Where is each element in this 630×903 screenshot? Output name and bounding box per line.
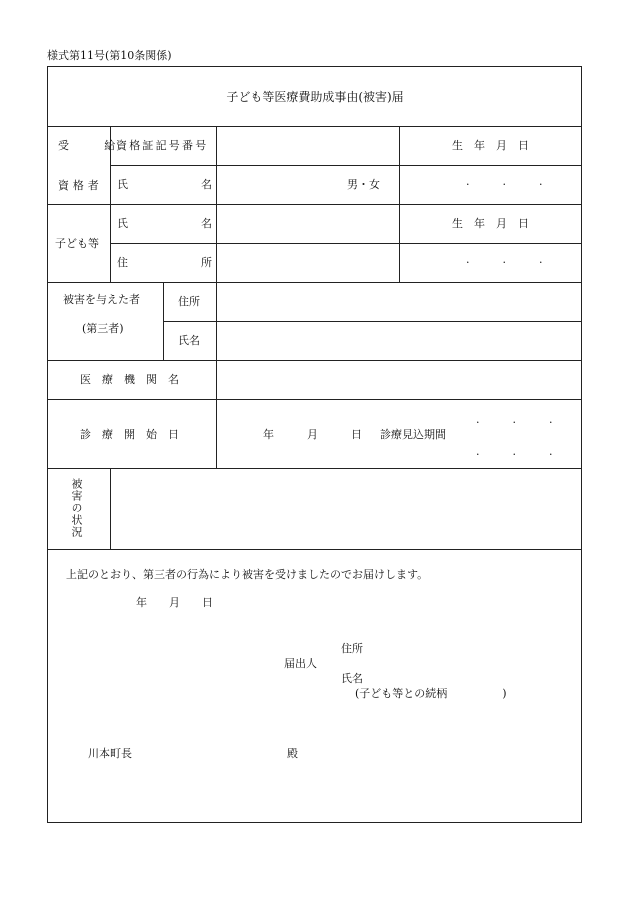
cert-number-label: 資格証記号番号 [116,139,209,152]
recipient-birth-value[interactable]: . . . [466,175,543,188]
institution-field[interactable] [217,361,581,398]
grid-line [47,549,582,550]
grid-line [47,399,582,400]
notifier-label: 届出人 [284,657,317,670]
child-label: 子ども等 [55,237,99,250]
cert-number-field[interactable] [217,127,398,164]
treatment-period-label: 診療見込期間 [380,428,446,441]
child-address-field[interactable] [217,244,398,281]
declaration-date[interactable]: 年 月 日 [136,596,213,609]
recipient-label-1: 受 給 [58,139,128,152]
child-birth-label: 生 年 月 日 [452,217,529,230]
third-party-name-field[interactable] [217,322,581,359]
child-birth-value[interactable]: . . . [466,253,543,266]
damage-field[interactable] [111,469,581,548]
relation-field[interactable]: (子ども等との続柄 ) [355,687,507,700]
honorific: 殿 [287,747,298,760]
recipient-birth-label: 生 年 月 日 [452,139,529,152]
recipient-label-2: 資格者 [58,179,103,192]
notifier-name-label: 氏名 [341,672,363,685]
third-party-label-1: 被害を与えた者 [63,293,140,306]
recipient-name-field[interactable] [217,166,337,203]
form-number: 様式第11号(第10条関係) [47,49,172,62]
grid-line [110,165,582,166]
child-address-label: 住 [117,256,128,269]
recipient-name-label-2: 名 [201,178,212,191]
child-name-label: 氏 [117,217,128,230]
treatment-start-label: 診 療 開 始 日 [80,428,179,441]
form-title: 子ども等医療費助成事由(被害)届 [226,90,404,104]
damage-label: 被害の状況 [70,478,83,538]
third-party-address-label: 住所 [178,295,200,308]
child-name-label-2: 名 [201,217,212,230]
addressee: 川本町長 [88,747,132,760]
grid-line [399,126,400,282]
recipient-sex[interactable]: 男・女 [347,178,380,191]
third-party-label-2: (第三者) [82,322,124,335]
treatment-start-date[interactable]: 年 月 日 [263,428,362,441]
declaration-statement: 上記のとおり、第三者の行為により被害を受けましたのでお届けします。 [66,568,429,581]
treatment-period-value-1[interactable]: . . . [476,413,553,426]
notifier-address-label: 住所 [341,642,363,655]
treatment-period-value-2[interactable]: . . . [476,445,553,458]
third-party-name-label: 氏名 [178,334,200,347]
grid-line [163,282,164,360]
institution-label: 医 療 機 関 名 [80,373,179,386]
child-name-field[interactable] [217,205,398,242]
child-address-label-2: 所 [201,256,212,269]
recipient-name-label: 氏 [117,178,128,191]
third-party-address-field[interactable] [217,283,581,320]
